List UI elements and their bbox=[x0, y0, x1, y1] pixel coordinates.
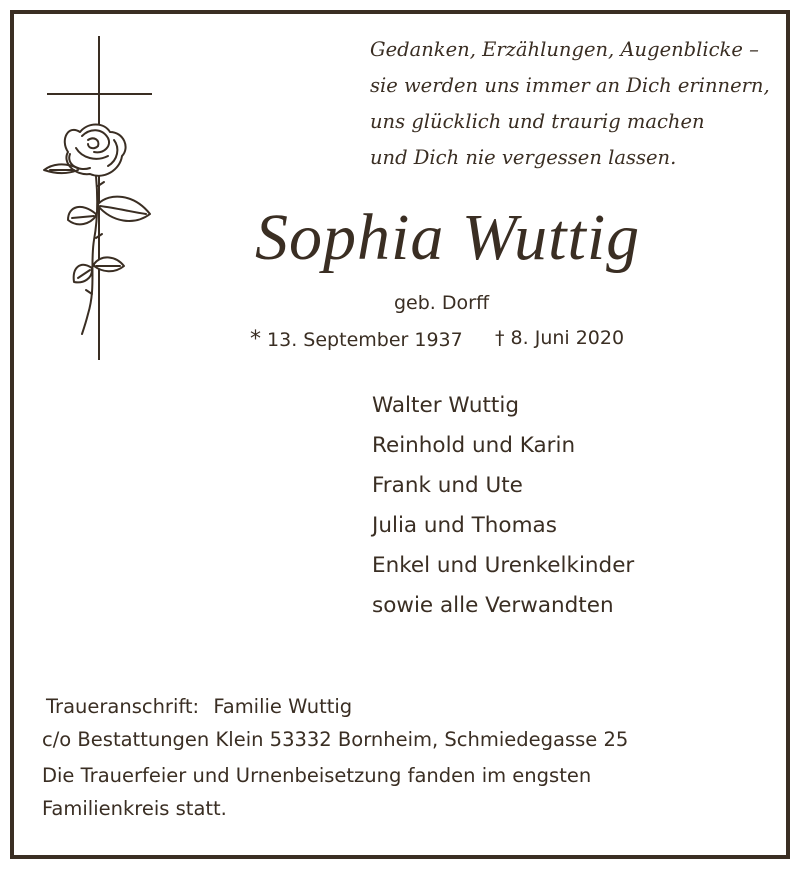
maiden-name: geb. Dorff bbox=[394, 292, 490, 314]
death-date-group bbox=[495, 327, 624, 349]
poem-line: Gedanken, Erzählungen, Augenblicke – bbox=[370, 38, 759, 61]
rose-icon bbox=[38, 118, 158, 338]
birth-date: 13. September 1937 bbox=[267, 329, 463, 351]
survivors-list bbox=[372, 386, 634, 626]
death-date: 8. Juni 2020 bbox=[510, 327, 625, 349]
survivor-item: Enkel und Urenkelkinder bbox=[372, 553, 635, 578]
address-label: Traueranschrift: bbox=[46, 695, 200, 718]
death-symbol: † bbox=[495, 327, 505, 349]
survivor-item: Julia und Thomas bbox=[372, 513, 557, 538]
mourning-address bbox=[42, 690, 762, 723]
survivor-item: Walter Wuttig bbox=[372, 393, 519, 418]
deceased-name: Sophia Wuttig bbox=[255, 201, 641, 274]
cross-icon-bar bbox=[47, 93, 152, 95]
poem-line: und Dich nie vergessen lassen. bbox=[370, 146, 677, 169]
ceremony-note-line: Familienkreis statt. bbox=[42, 797, 227, 820]
address-family: Familie Wuttig bbox=[213, 695, 353, 718]
ceremony-note-line: Die Trauerfeier und Urnenbeisetzung fanden im engsten bbox=[42, 764, 592, 787]
footer-info bbox=[42, 690, 762, 825]
survivor-item: Frank und Ute bbox=[372, 473, 523, 498]
birth-date-group bbox=[250, 327, 463, 352]
memorial-poem bbox=[370, 32, 780, 176]
address-line: c/o Bestattungen Klein 53332 Bornheim, Schmiedegasse 25 bbox=[42, 728, 629, 751]
survivor-item: sowie alle Verwandten bbox=[372, 593, 614, 618]
poem-line: uns glücklich und traurig machen bbox=[370, 110, 705, 133]
birth-symbol: * bbox=[250, 327, 261, 352]
poem-line: sie werden uns immer an Dich erinnern, bbox=[370, 74, 770, 97]
survivor-item: Reinhold und Karin bbox=[372, 433, 576, 458]
